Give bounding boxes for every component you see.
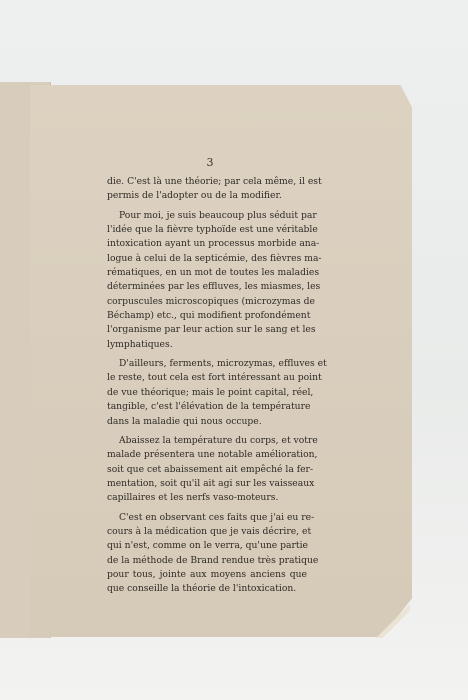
text-line: soit que cet abaissement ait empêché la fer- bbox=[107, 463, 314, 475]
paragraph bbox=[107, 357, 327, 429]
text-line: intoxication ayant un processus morbide ana- bbox=[107, 238, 320, 250]
text-line: Pour moi, je suis beaucoup plus séduit par bbox=[119, 209, 317, 221]
text-line: de vue théorique; mais le point capital, réel, bbox=[107, 386, 314, 398]
text-line: cours à la médication que je vais décrire, et bbox=[107, 525, 312, 537]
paragraph bbox=[107, 511, 319, 597]
text-line: Béchamp) etc., qui modifient profondément bbox=[107, 310, 311, 322]
text-line: D'ailleurs, ferments, microzymas, effluves et bbox=[119, 358, 327, 370]
text-line: lymphatiques. bbox=[107, 338, 173, 350]
text-line: le reste, tout cela est fort intéressant au point bbox=[107, 372, 322, 384]
paragraph bbox=[107, 175, 322, 204]
text-line: logue à celui de la septicémie, des fièvres ma- bbox=[107, 252, 322, 264]
text-line: capillaires et les nerfs vaso-moteurs. bbox=[107, 492, 279, 504]
text-line: malade présentera une notable amélioration, bbox=[107, 449, 318, 461]
text-line: qui n'est, comme on le verra, qu'une partie bbox=[107, 540, 308, 552]
text-line: l'idée que la fièvre typhoïde est une véritable bbox=[107, 224, 318, 236]
text-line: corpuscules microscopiques (microzymas de bbox=[107, 295, 315, 307]
text-line: de la méthode de Brand rendue très pratique bbox=[107, 554, 319, 566]
body-text bbox=[107, 175, 327, 602]
text-line: Abaissez la température du corps, et votre bbox=[119, 434, 318, 446]
text-line: déterminées par les effluves, les miasmes, les bbox=[107, 281, 321, 293]
text-line: l'organisme par leur action sur le sang et les bbox=[107, 324, 316, 336]
text-line: permis de l'adopter ou de la modifier. bbox=[107, 190, 282, 202]
page-number: 3 bbox=[206, 156, 214, 169]
text-line: rématiques, en un mot de toutes les maladies bbox=[107, 267, 320, 279]
text-line: die. C'est là une théorie; par cela même, il est bbox=[107, 176, 322, 187]
text-line: dans la maladie qui nous occupe. bbox=[107, 415, 262, 427]
text-line: pour tous, jointe aux moyens anciens que bbox=[107, 568, 307, 580]
text-line: tangible, c'est l'élévation de la température bbox=[107, 401, 311, 413]
text-line: C'est en observant ces faits que j'ai eu re- bbox=[119, 511, 315, 523]
text-line: mentation, soit qu'il ait agi sur les vaisseaux bbox=[107, 477, 315, 489]
text-line: que conseille la théorie de l'intoxication. bbox=[107, 583, 297, 595]
paragraph bbox=[107, 209, 322, 352]
paragraph bbox=[107, 434, 318, 506]
